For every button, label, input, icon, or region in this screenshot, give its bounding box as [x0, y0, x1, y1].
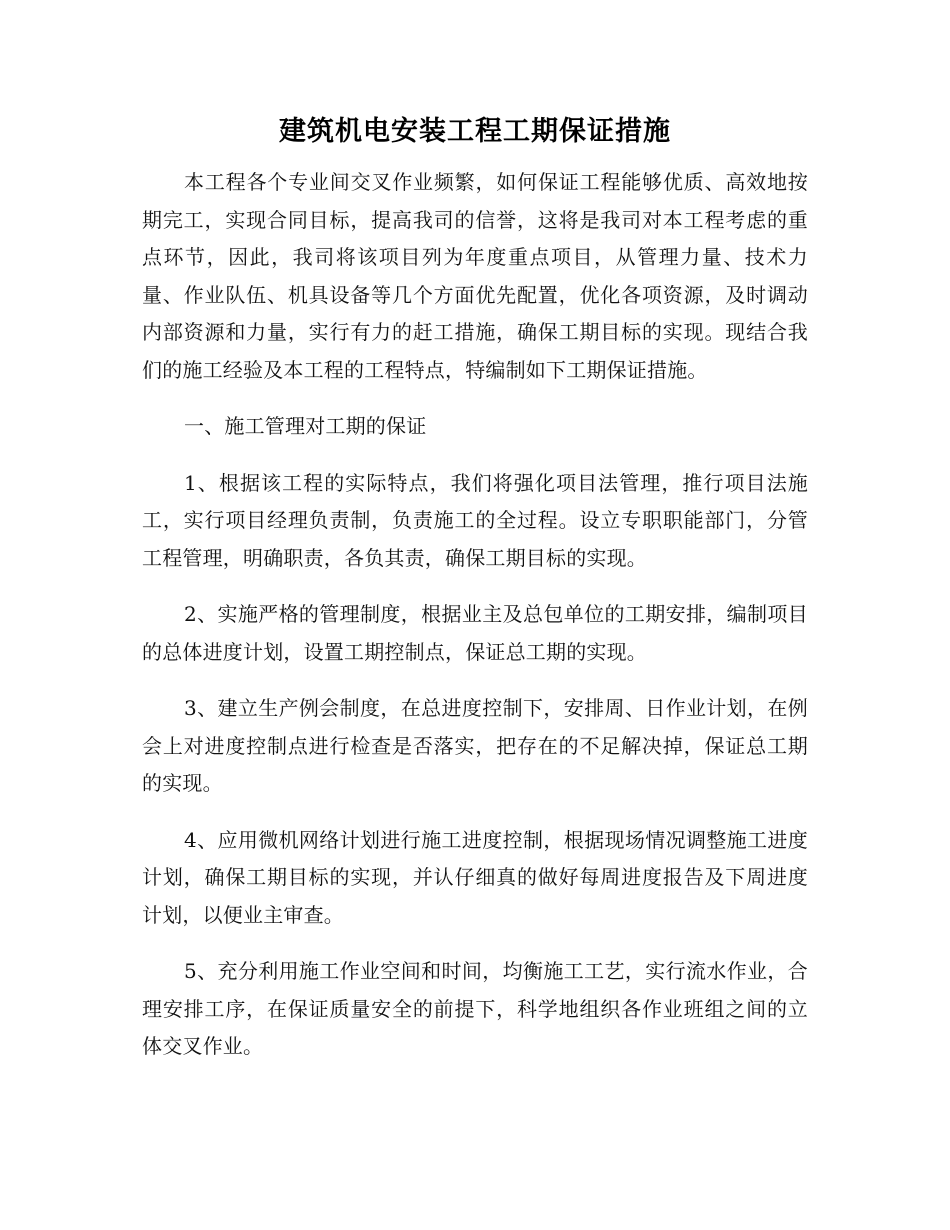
list-item-4: 4、应用微机网络计划进行施工进度控制，根据现场情况调整施工进度计划，确保工期目标的实现，并认仔细真的做好每周进度报告及下周进度计划，以便业主审查。 — [142, 827, 808, 927]
list-item-5: 5、充分利用施工作业空间和时间，均衡施工工艺，实行流水作业，合理安排工序，在保证质量安全的前提下，科学地组织各作业班组之间的立体交叉作业。 — [142, 959, 808, 1058]
section-heading: 一、施工管理对工期的保证 — [184, 414, 427, 438]
list-item-2: 2、实施严格的管理制度，根据业主及总包单位的工期安排，编制项目的总体进度计划，设置工期控制点，保证总工期的实现。 — [142, 602, 808, 664]
document-title: 建筑机电安装工程工期保证措施 — [279, 116, 671, 147]
list-item-1: 1、根据该工程的实际特点，我们将强化项目法管理，推行项目法施工，实行项目经理负责制，负责施工的全过程。设立专职职能部门，分管工程管理，明确职责，各负其责，确保工期目标的实现。 — [142, 470, 808, 570]
intro-paragraph: 本工程各个专业间交叉作业频繁，如何保证工程能够优质、高效地按期完工，实现合同目标，提高我司的信誉，这将是我司对本工程考虑的重点环节，因此，我司将该项目列为年度重点项目，从管理力量、技术力量、作业队伍、机具设备等几个方面优先配置，优化各项资源，及时调动内部资源和力量，实行有力的赶工措施，确保工期目标的实现。现结合我们的施工经验及本工程的工程特点，特编制如下工期保证措施。 — [142, 170, 808, 382]
document-body — [142, 164, 808, 1066]
list-item-3: 3、建立生产例会制度，在总进度控制下，安排周、日作业计划，在例会上对进度控制点进行检查是否落实，把存在的不足解决掉，保证总工期的实现。 — [142, 696, 808, 795]
